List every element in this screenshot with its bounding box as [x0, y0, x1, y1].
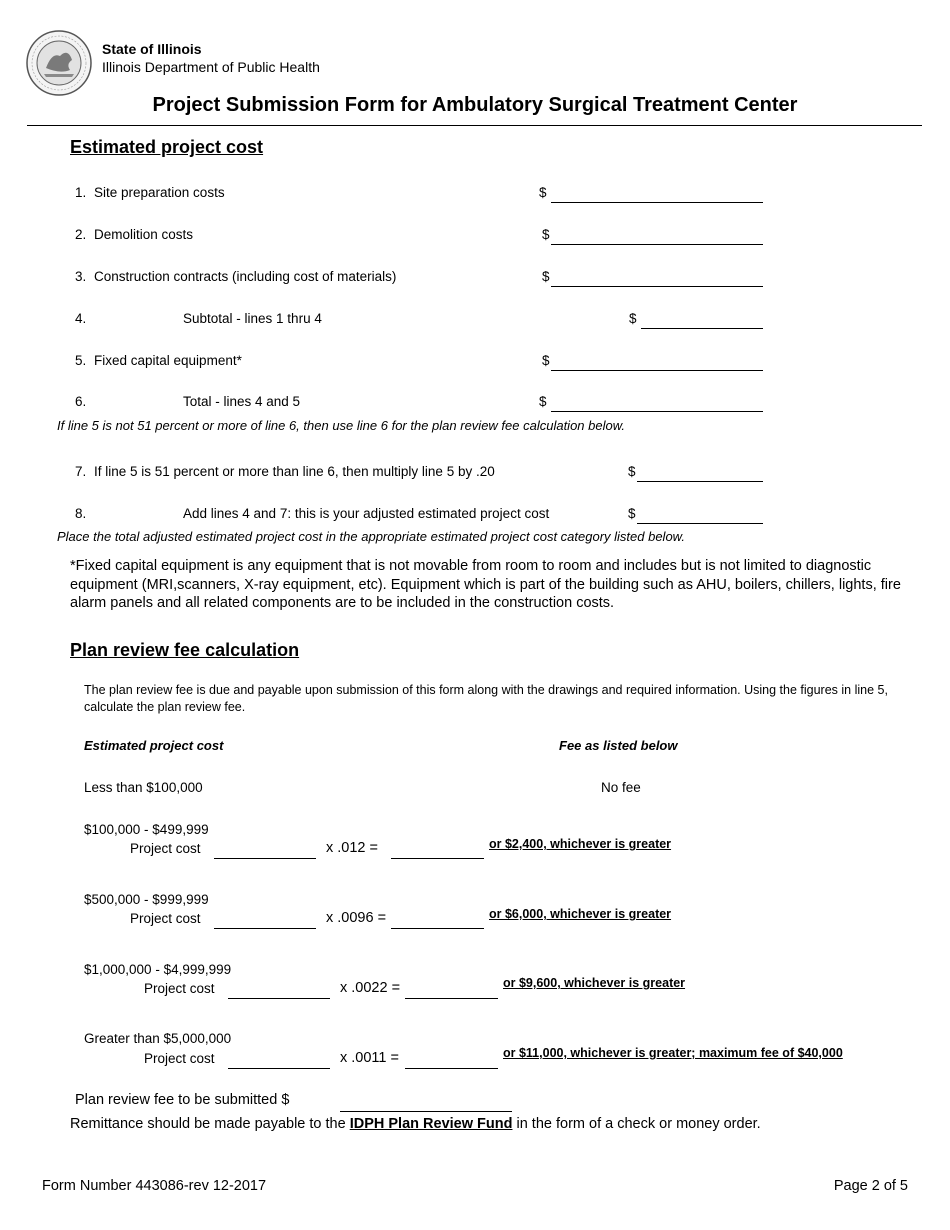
remittance-fund-name: IDPH Plan Review Fund	[349, 1116, 513, 1132]
line-label-adjusted-cost: Add lines 4 and 7: this is your adjusted estimated project cost	[183, 506, 550, 521]
tier-multiplier: x .012 =	[326, 840, 378, 856]
project-cost-label: Project cost	[144, 1051, 215, 1066]
tier-multiplier: x .0022 =	[340, 980, 401, 996]
tier-range: $500,000 - $999,999	[84, 892, 209, 907]
column-header-fee: Fee as listed below	[559, 738, 678, 753]
line-label-construction-contracts: Construction contracts (including cost of materials)	[94, 269, 397, 284]
no-fee-range: Less than $100,000	[84, 780, 203, 795]
line-label-site-preparation: Site preparation costs	[94, 185, 225, 200]
tier-multiplier: x .0096 =	[326, 910, 387, 926]
project-cost-label: Project cost	[130, 841, 201, 856]
fixed-capital-equipment-cost-field[interactable]	[551, 352, 763, 371]
column-header-project-cost: Estimated project cost	[84, 738, 224, 753]
remittance-instruction	[70, 1116, 761, 1132]
line-8-instruction: Place the total adjusted estimated project cost in the appropriate estimated project cost category listed below.	[57, 529, 685, 544]
tier-minimum-note: or $2,400, whichever is greater	[489, 837, 672, 851]
form-title: Project Submission Form for Ambulatory Surgical Treatment Center	[152, 94, 798, 116]
tier-4-project-cost-field[interactable]	[228, 1050, 330, 1069]
total-cost-field[interactable]	[551, 393, 763, 412]
tier-3-fee-field[interactable]	[405, 980, 498, 999]
tier-range: $100,000 - $499,999	[84, 822, 209, 837]
state-seal-icon	[26, 30, 92, 96]
tier-minimum-note: or $6,000, whichever is greater	[489, 907, 672, 921]
line-number: 1.	[75, 185, 87, 200]
tier-range: Greater than $5,000,000	[84, 1031, 232, 1046]
line-label-subtotal: Subtotal - lines 1 thru 4	[183, 311, 322, 326]
line-number: 2.	[75, 227, 87, 242]
line-number: 6.	[75, 394, 87, 409]
dollar-sign: $	[628, 506, 636, 521]
line-number: 7.	[75, 464, 87, 479]
tier-3-project-cost-field[interactable]	[228, 980, 330, 999]
tier-1-project-cost-field[interactable]	[214, 840, 316, 859]
project-cost-label: Project cost	[144, 981, 215, 996]
line-number: 8.	[75, 506, 87, 521]
adjusted-cost-field[interactable]	[637, 505, 763, 524]
tier-minimum-note: or $9,600, whichever is greater	[503, 976, 686, 990]
agency-department: Illinois Department of Public Health	[102, 59, 320, 75]
line-label-fixed-capital-equipment: Fixed capital equipment*	[94, 353, 242, 368]
no-fee-label: No fee	[601, 780, 641, 795]
equipment-adjustment-field[interactable]	[637, 463, 763, 482]
dollar-sign: $	[542, 227, 550, 242]
fee-section-heading: Plan review fee calculation	[70, 640, 300, 660]
page-number: Page 2 of 5	[833, 1178, 908, 1194]
remittance-prefix: Remittance should be made payable to the	[70, 1116, 350, 1132]
demolition-cost-field[interactable]	[551, 226, 763, 245]
line-label-equipment-adjustment: If line 5 is 51 percent or more than line 6, then multiply line 5 by .20	[94, 464, 495, 479]
fee-submitted-field[interactable]	[340, 1093, 512, 1112]
tier-multiplier: x .0011 =	[340, 1050, 399, 1066]
agency-name: State of Illinois	[102, 41, 202, 57]
dollar-sign: $	[542, 269, 550, 284]
project-cost-label: Project cost	[130, 911, 201, 926]
remittance-suffix: in the form of a check or money order.	[512, 1116, 761, 1132]
fee-intro: The plan review fee is due and payable upon submission of this form along with the drawings and required information. Using the figures in line 5, calculate the plan review fee.	[84, 683, 888, 714]
dollar-sign: $	[628, 464, 636, 479]
site-preparation-cost-field[interactable]	[551, 184, 763, 203]
line-number: 3.	[75, 269, 87, 284]
dollar-sign: $	[539, 185, 547, 200]
line-6-instruction: If line 5 is not 51 percent or more of line 6, then use line 6 for the plan review fee calculation below.	[57, 418, 626, 433]
cost-section-heading: Estimated project cost	[70, 137, 264, 157]
line-number: 5.	[75, 353, 87, 368]
tier-2-project-cost-field[interactable]	[214, 910, 316, 929]
tier-1-fee-field[interactable]	[391, 840, 484, 859]
title-divider	[27, 125, 922, 126]
line-label-total: Total - lines 4 and 5	[183, 394, 301, 409]
subtotal-cost-field[interactable]	[641, 310, 763, 329]
construction-contracts-cost-field[interactable]	[551, 268, 763, 287]
fee-submitted-label: Plan review fee to be submitted $	[75, 1092, 290, 1108]
fixed-equipment-note: *Fixed capital equipment is any equipment that is not movable from room to room and includes but is not limited to diagnostic equipment (MRI,scanners, X-ray equipment, etc). Equipment which is part of the building such as AHU, boilers, chillers, lights, fire alarm panels and all related components are to be included in the construction costs.	[70, 558, 901, 611]
tier-range: $1,000,000 - $4,999,999	[84, 962, 232, 977]
tier-minimum-note: or $11,000, whichever is greater; maximum fee of $40,000	[503, 1046, 843, 1060]
line-number: 4.	[75, 311, 87, 326]
tier-2-fee-field[interactable]	[391, 910, 484, 929]
dollar-sign: $	[542, 353, 550, 368]
tier-4-fee-field[interactable]	[405, 1050, 498, 1069]
line-label-demolition: Demolition costs	[94, 227, 194, 242]
form-number: Form Number 443086-rev 12-2017	[42, 1178, 267, 1194]
dollar-sign: $	[629, 311, 637, 326]
dollar-sign: $	[539, 394, 547, 409]
